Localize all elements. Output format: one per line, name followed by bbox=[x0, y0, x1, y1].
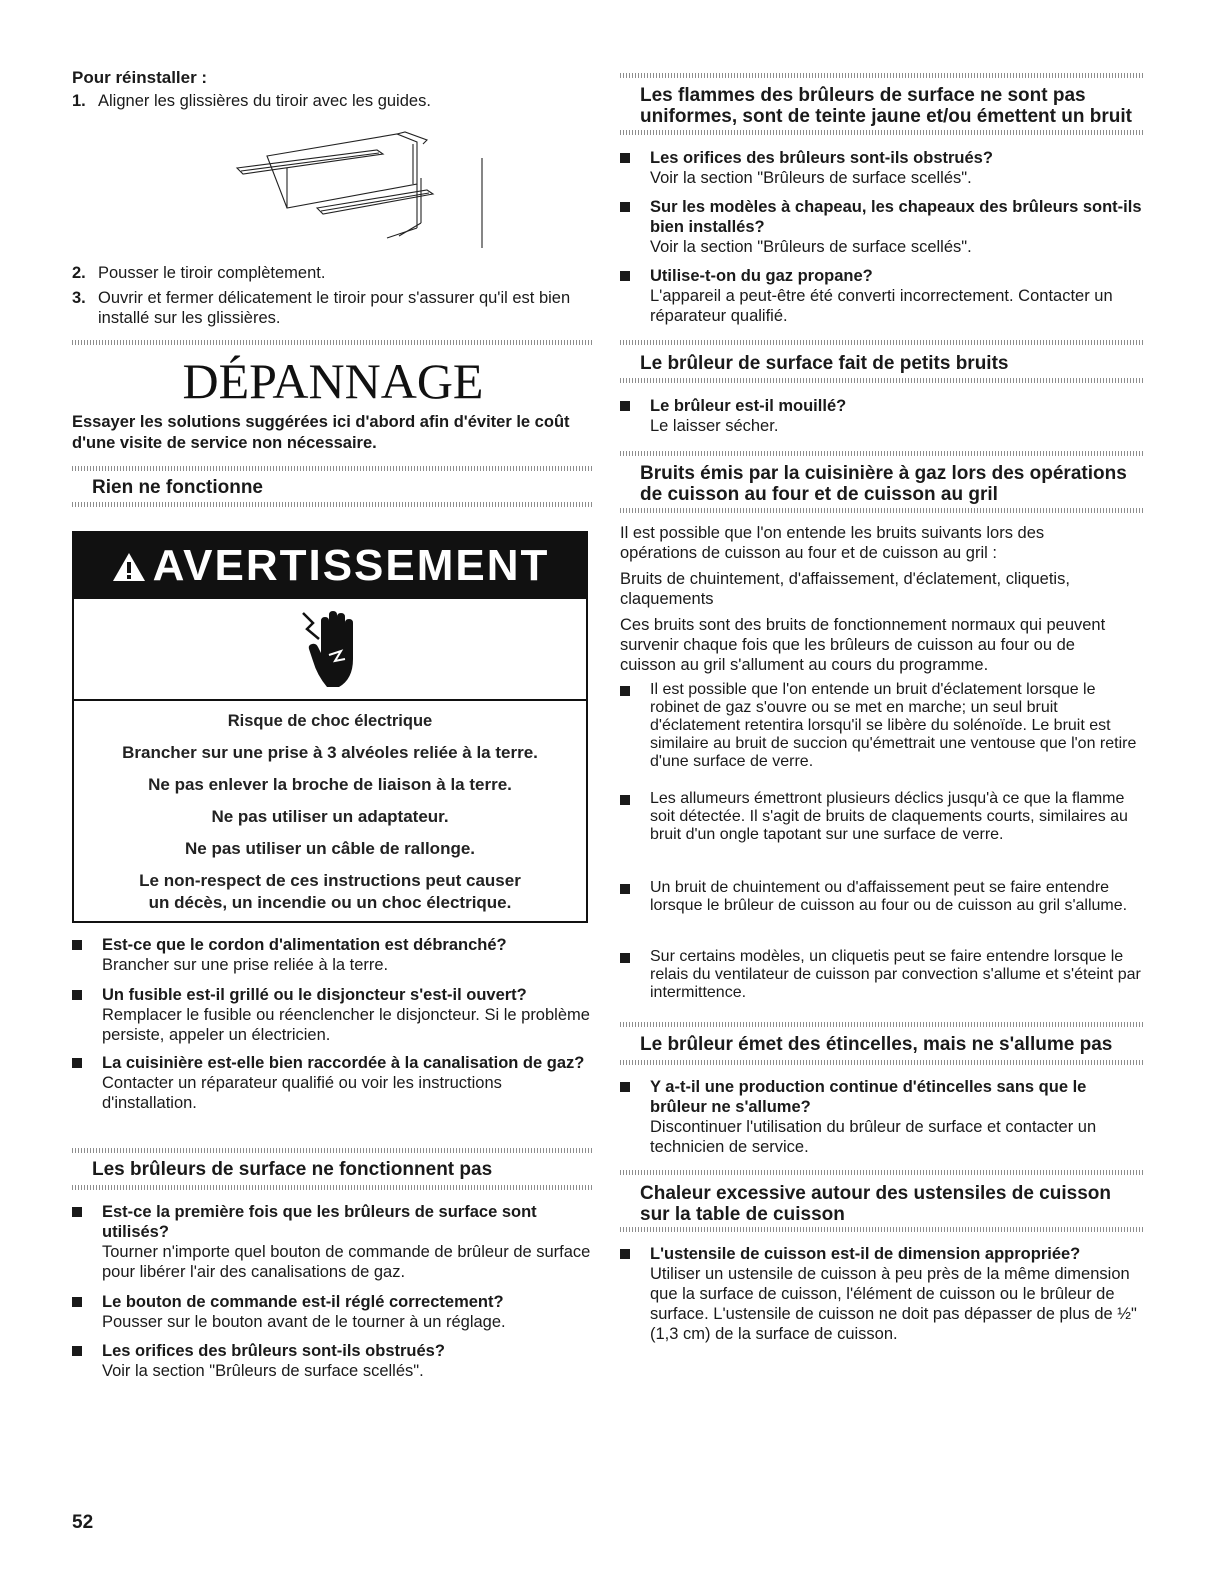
section-heading-nothing-works: Rien ne fonctionne bbox=[92, 477, 263, 498]
bullet-icon bbox=[620, 153, 630, 163]
warning-line: Ne pas utiliser un câble de rallonge. bbox=[184, 839, 476, 858]
warning-box bbox=[72, 531, 588, 923]
list-item: Les allumeurs émettront plusieurs déclics jusqu'à ce que la flamme soit détectée. Il s'agit de bruits de claquements courts, similaires au bruit d'un ongle tapotant sur une surface de verre. bbox=[650, 790, 1128, 843]
hazard-icon-area bbox=[74, 599, 586, 701]
bullet-icon bbox=[72, 940, 82, 950]
divider bbox=[72, 502, 594, 507]
bullet-icon bbox=[620, 202, 630, 212]
divider bbox=[620, 340, 1145, 345]
divider bbox=[620, 1170, 1145, 1175]
warning-line: Ne pas enlever la broche de liaison à la terre. bbox=[148, 775, 512, 794]
bullet-icon bbox=[620, 1249, 630, 1259]
warning-header: AVERTISSEMENT bbox=[74, 533, 586, 599]
section-heading-burners-not-working: Les brûleurs de surface ne fonctionnent pas bbox=[92, 1159, 493, 1180]
page-title: DÉPANNAGE bbox=[182, 353, 484, 409]
warning-risk: Risque de choc électrique bbox=[227, 712, 433, 730]
drawer-rail-illustration bbox=[227, 128, 497, 248]
bullet-icon bbox=[72, 1297, 82, 1307]
divider bbox=[72, 1185, 594, 1190]
warning-triangle-icon bbox=[111, 551, 147, 583]
divider bbox=[620, 378, 1145, 383]
section-sparks-items bbox=[620, 1077, 1145, 1162]
bullet-icon bbox=[620, 401, 630, 411]
list-item: Un fusible est-il grillé ou le disjoncteur s'est-il ouvert? Remplacer le fusible ou réenclencher le disjoncteur. Si le problème persiste, appeler un électricien. bbox=[102, 986, 590, 1044]
list-item: Il est possible que l'on entende un bruit d'éclatement lorsque le robinet de gaz s'ouvre ou se met en marche; un seul bruit d'éclatement retentira lorsqu'il se libère du solénoïde. Le bruit est similaire au bruit de succion qu'émettrait une ventouse que l'on retire d'une surface de verre. bbox=[650, 681, 1137, 770]
bullet-icon bbox=[72, 990, 82, 1000]
bullet-icon bbox=[620, 884, 630, 894]
list-item: Utilise-t-on du gaz propane? L'appareil a peut-être été converti incorrectement. Contacter un réparateur qualifié. bbox=[650, 267, 1113, 325]
warning-text bbox=[74, 701, 586, 914]
section-heading-oven-noises: Bruits émis par la cuisinière à gaz lors des opérations de cuisson au four et de cuisson au gril bbox=[640, 463, 1127, 505]
section-heading-small-noises: Le brûleur de surface fait de petits bruits bbox=[640, 353, 1009, 374]
bullet-icon bbox=[620, 1082, 630, 1092]
list-item: Le brûleur est-il mouillé? Le laisser sécher. bbox=[650, 397, 847, 435]
section-small-noises-items bbox=[620, 396, 1145, 441]
divider bbox=[72, 466, 594, 471]
reinstall-heading: Pour réinstaller : bbox=[72, 68, 208, 87]
divider bbox=[620, 73, 1145, 78]
reinstall-step-1: 1. Aligner les glissières du tiroir avec les guides. bbox=[72, 92, 431, 110]
section-uneven-flames-items bbox=[620, 148, 1145, 333]
divider bbox=[72, 1148, 594, 1153]
bullet-icon bbox=[72, 1346, 82, 1356]
warning-line: Ne pas utiliser un adaptateur. bbox=[211, 807, 449, 826]
divider bbox=[620, 1227, 1145, 1232]
list-item: La cuisinière est-elle bien raccordée à la canalisation de gaz? Contacter un réparateur qualifié ou voir les instructions d'installation. bbox=[102, 1054, 585, 1112]
oven-noises-list bbox=[620, 681, 1145, 1011]
oven-noises-para-3: Ces bruits sont des bruits de fonctionnement normaux qui peuvent survenir chaque fois que les brûleurs de cuisson au four ou de cuisson au gril s'allument au cours du programme. bbox=[620, 616, 1106, 674]
list-item: Les orifices des brûleurs sont-ils obstrués? Voir la section "Brûleurs de surface scellés". bbox=[102, 1342, 445, 1380]
list-item: L'ustensile de cuisson est-il de dimension appropriée? Utiliser un ustensile de cuisson à peu près de la même dimension que la surface de cuisson, l'élément de cuisson ou le brûleur de surface. L'ustensile de cuisson ne doit pas dépasser de plus de ½" (1,3 cm) de la surface de cuisson. bbox=[650, 1245, 1137, 1343]
list-item: Y a-t-il une production continue d'étincelles sans que le brûleur ne s'allume? Discontinuer l'utilisation du brûleur de surface et contacter un technicien de service. bbox=[650, 1078, 1097, 1156]
warning-line: un décès, un incendie ou un choc électrique. bbox=[148, 893, 512, 912]
electric-shock-hand-icon bbox=[299, 609, 369, 693]
reinstall-step-2: 2. Pousser le tiroir complètement. bbox=[72, 264, 326, 282]
list-item: Est-ce la première fois que les brûleurs de surface sont utilisés? Tourner n'importe quel bouton de commande de brûleur de surface pour libérer l'air des canalisations de gaz. bbox=[102, 1203, 591, 1281]
list-item: Sur certains modèles, un cliquetis peut se faire entendre lorsque le relais du ventilateur de cuisson par convection s'allume et s'éteint par intermittence. bbox=[650, 948, 1141, 1001]
bullet-icon bbox=[620, 686, 630, 696]
list-item: Sur les modèles à chapeau, les chapeaux des brûleurs sont-ils bien installés? Voir la section "Brûleurs de surface scellés". bbox=[650, 198, 1142, 256]
bullet-icon bbox=[72, 1058, 82, 1068]
list-item: Est-ce que le cordon d'alimentation est débranché? Brancher sur une prise reliée à la terre. bbox=[102, 936, 507, 974]
section-heading-excess-heat: Chaleur excessive autour des ustensiles de cuisson sur la table de cuisson bbox=[640, 1183, 1111, 1225]
section-heading-uneven-flames: Les flammes des brûleurs de surface ne sont pas uniformes, sont de teinte jaune et/ou émettent un bruit bbox=[640, 85, 1132, 127]
list-item: Un bruit de chuintement ou d'affaissement peut se faire entendre lorsque le brûleur de cuisson au four ou de cuisson au gril s'allume. bbox=[650, 879, 1128, 914]
divider bbox=[620, 130, 1145, 135]
section-heading-sparks: Le brûleur émet des étincelles, mais ne s'allume pas bbox=[640, 1034, 1113, 1055]
list-item: Les orifices des brûleurs sont-ils obstrués? Voir la section "Brûleurs de surface scellés". bbox=[650, 149, 993, 187]
bullet-icon bbox=[620, 953, 630, 963]
page-number: 52 bbox=[72, 1512, 94, 1533]
divider bbox=[620, 1022, 1145, 1027]
warning-line: Le non-respect de ces instructions peut causer bbox=[139, 871, 521, 890]
section-excess-heat-items bbox=[620, 1244, 1145, 1354]
oven-noises-para-2: Bruits de chuintement, d'affaissement, d'éclatement, cliquetis, claquements bbox=[620, 570, 1070, 608]
divider bbox=[72, 340, 594, 345]
section-burners-not-working-items bbox=[72, 1202, 594, 1392]
bullet-icon bbox=[620, 795, 630, 805]
bullet-icon bbox=[72, 1207, 82, 1217]
reinstall-step-3: 3. Ouvrir et fermer délicatement le tiroir pour s'assurer qu'il est bien installé sur les glissières. bbox=[72, 289, 571, 327]
warning-line: Brancher sur une prise à 3 alvéoles reliée à la terre. bbox=[122, 743, 538, 762]
section-nothing-works-items bbox=[72, 935, 594, 1135]
oven-noises-para-1: Il est possible que l'on entende les bruits suivants lors des opérations de cuisson au four et de cuisson au gril : bbox=[620, 524, 1045, 562]
divider bbox=[620, 1060, 1145, 1065]
divider bbox=[620, 451, 1145, 456]
intro-text: Essayer les solutions suggérées ici d'abord afin d'éviter le coût d'une visite de service non nécessaire. bbox=[72, 413, 570, 452]
list-item: Le bouton de commande est-il réglé correctement? Pousser sur le bouton avant de le tourner à un réglage. bbox=[102, 1293, 506, 1331]
divider bbox=[620, 508, 1145, 513]
bullet-icon bbox=[620, 271, 630, 281]
